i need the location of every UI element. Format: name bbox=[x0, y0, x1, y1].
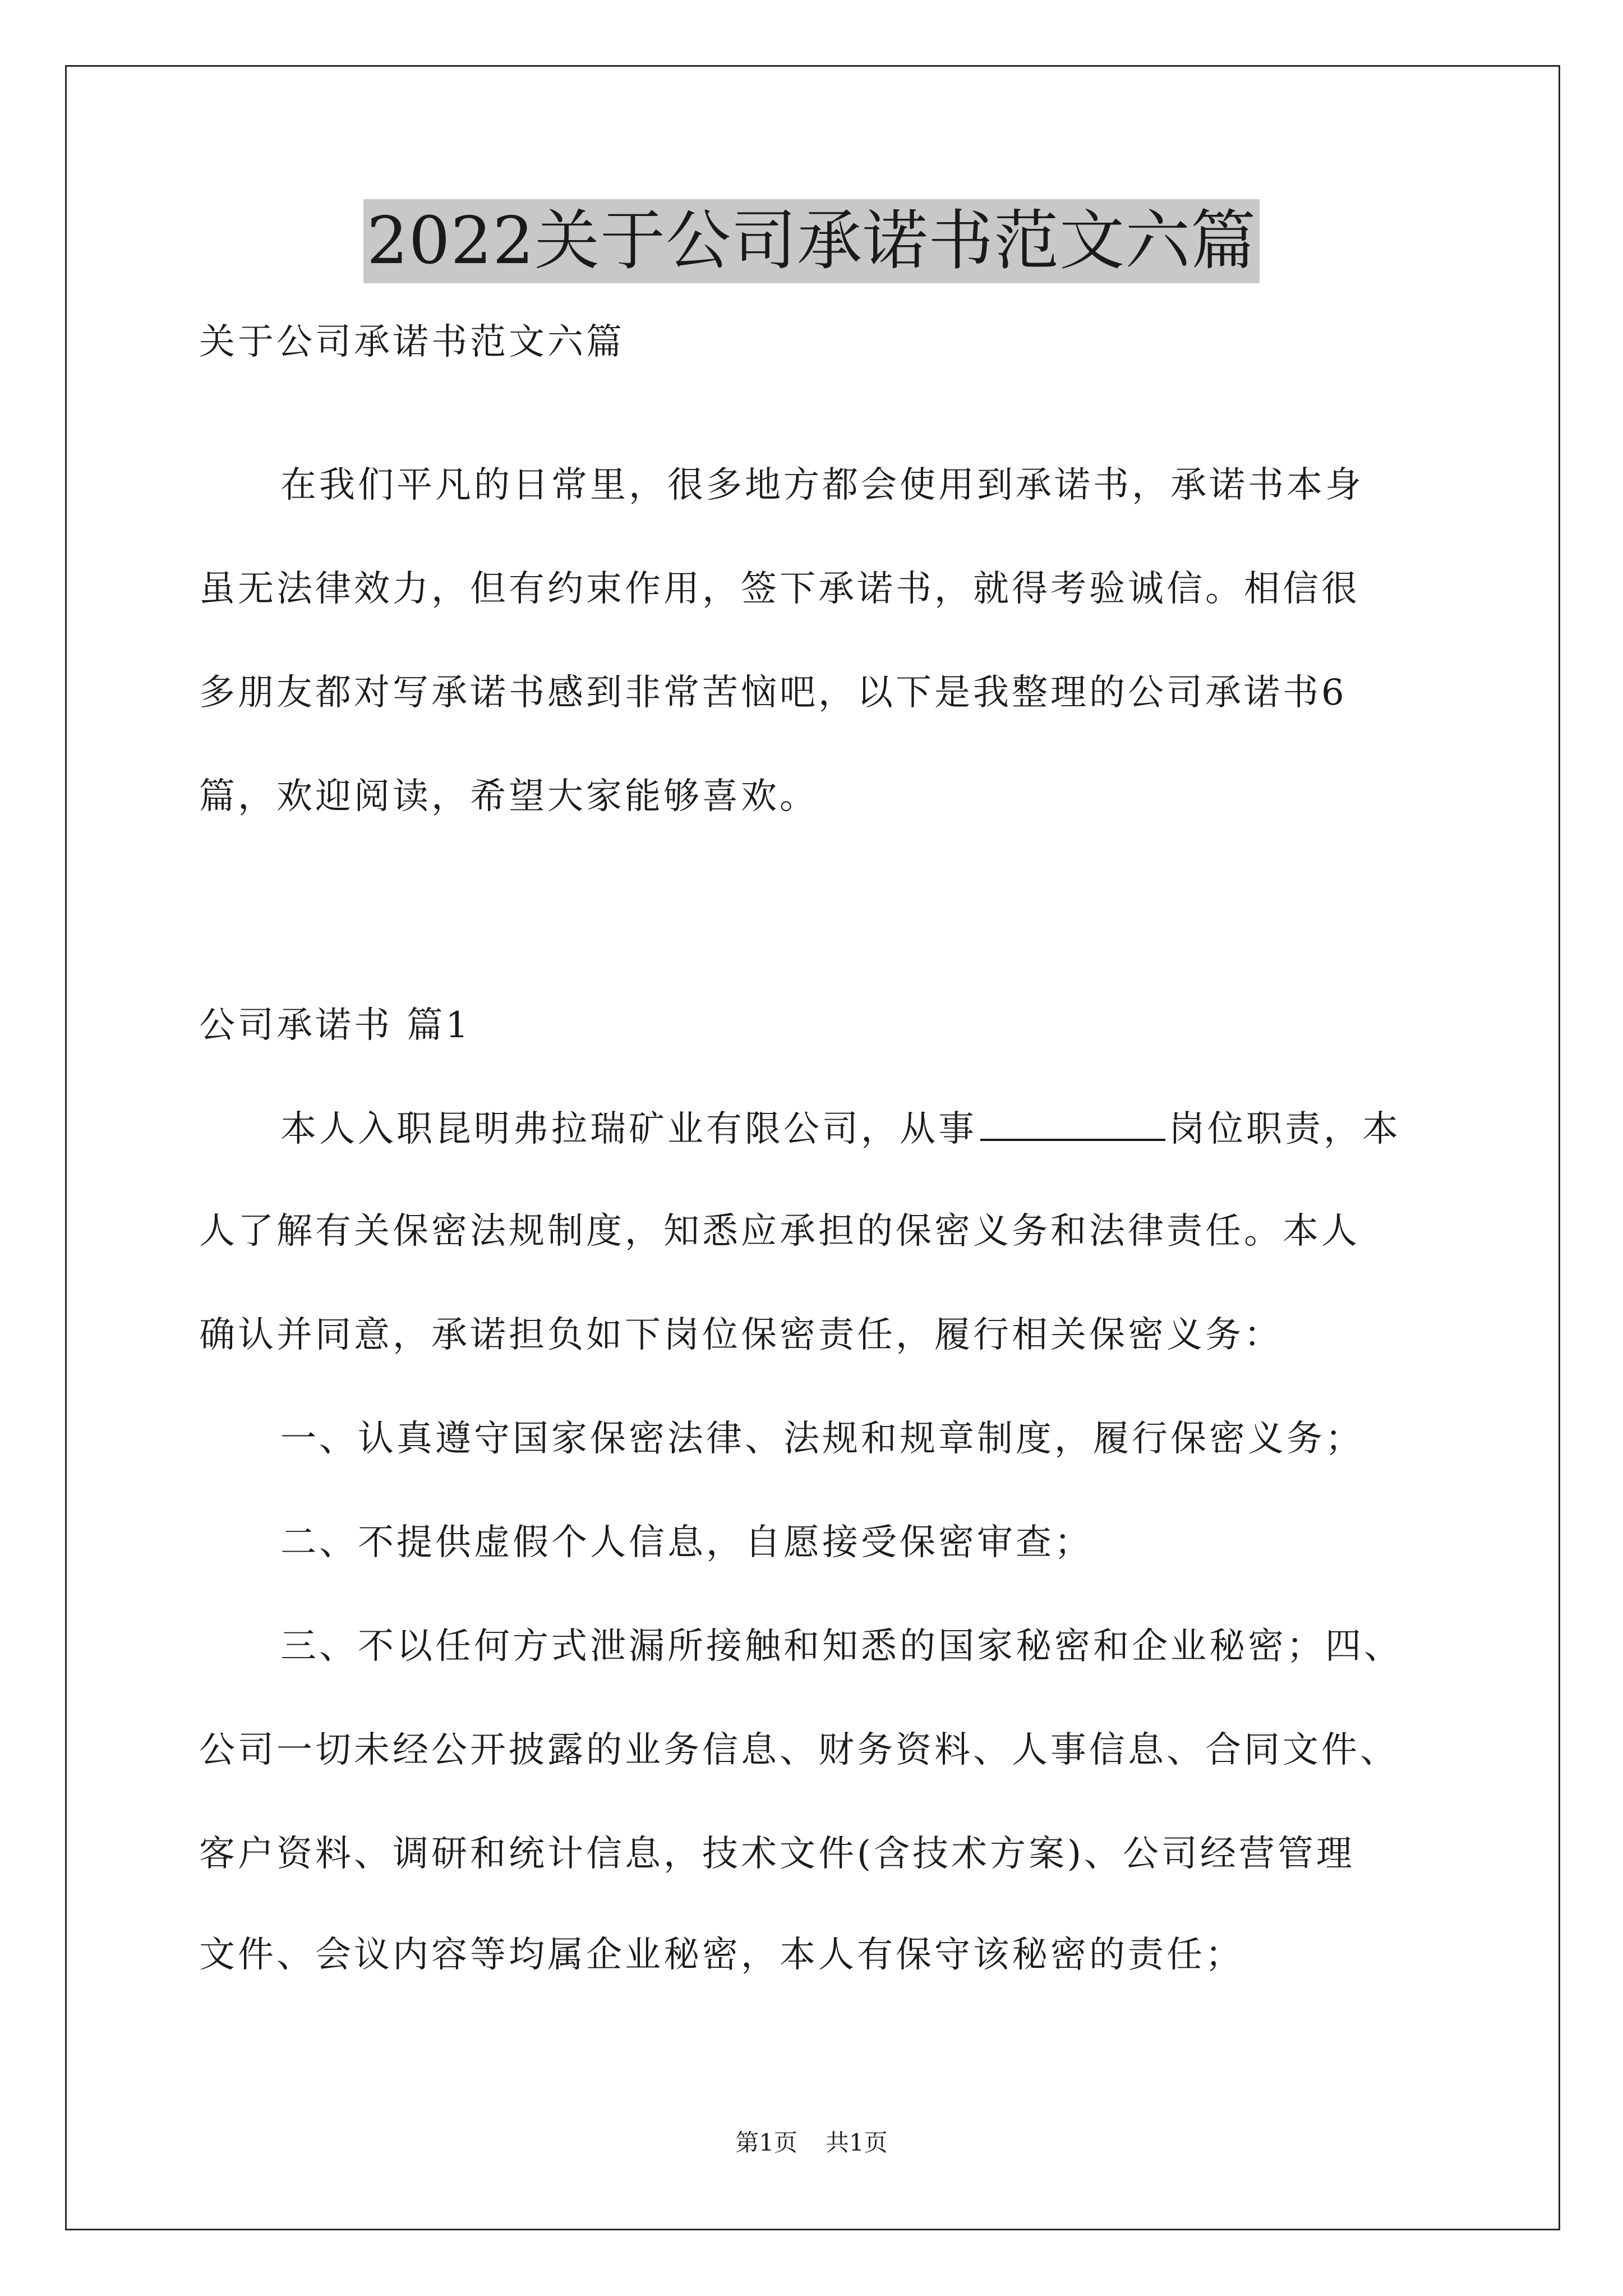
intro-line-1: 在我们平凡的日常里，很多地方都会使用到承诺书，承诺书本身 bbox=[280, 464, 1364, 506]
position-blank-field bbox=[980, 1105, 1165, 1141]
para-text-after-blank: 岗位职责，本 bbox=[1169, 1108, 1401, 1150]
intro-line-4: 篇，欢迎阅读，希望大家能够喜欢。 bbox=[199, 776, 818, 817]
section-para-line-1 bbox=[280, 1104, 1401, 1154]
list-item-3-line-2: 公司一切未经公开披露的业务信息、财务资料、人事信息、合同文件、 bbox=[199, 1729, 1399, 1771]
page-total: 共1页 bbox=[826, 2129, 888, 2156]
page-footer bbox=[0, 2127, 1623, 2159]
document-title: 2022关于公司承诺书范文六篇 bbox=[363, 199, 1260, 283]
document-subtitle: 关于公司承诺书范文六篇 bbox=[199, 321, 625, 363]
section-para-line-2: 人了解有关保密法规制度，知悉应承担的保密义务和法律责任。本人 bbox=[199, 1211, 1360, 1252]
section-heading: 公司承诺书 篇1 bbox=[199, 1005, 472, 1046]
page-number: 第1页 bbox=[735, 2129, 797, 2156]
list-item-1: 一、认真遵守国家保密法律、法规和规章制度，履行保密义务； bbox=[280, 1418, 1364, 1460]
list-item-2: 二、不提供虚假个人信息，自愿接受保密审查； bbox=[280, 1522, 1093, 1563]
list-item-3-line-3: 客户资料、调研和统计信息，技术文件(含技术方案)、公司经营管理 bbox=[199, 1833, 1355, 1875]
intro-line-2: 虽无法律效力，但有约束作用，签下承诺书，就得考验诚信。相信很 bbox=[199, 568, 1360, 610]
para-text-before-blank: 本人入职昆明弗拉瑞矿业有限公司，从事 bbox=[280, 1108, 977, 1150]
intro-line-3: 多朋友都对写承诺书感到非常苦恼吧，以下是我整理的公司承诺书6 bbox=[199, 672, 1347, 714]
document-title-block bbox=[0, 199, 1623, 283]
list-item-3-line-4: 文件、会议内容等均属企业秘密，本人有保守该秘密的责任； bbox=[199, 1934, 1244, 1976]
list-item-3-line-1: 三、不以任何方式泄漏所接触和知悉的国家秘密和企业秘密；四、 bbox=[280, 1626, 1403, 1667]
section-para-line-3: 确认并同意，承诺担负如下岗位保密责任，履行相关保密义务： bbox=[199, 1314, 1283, 1356]
